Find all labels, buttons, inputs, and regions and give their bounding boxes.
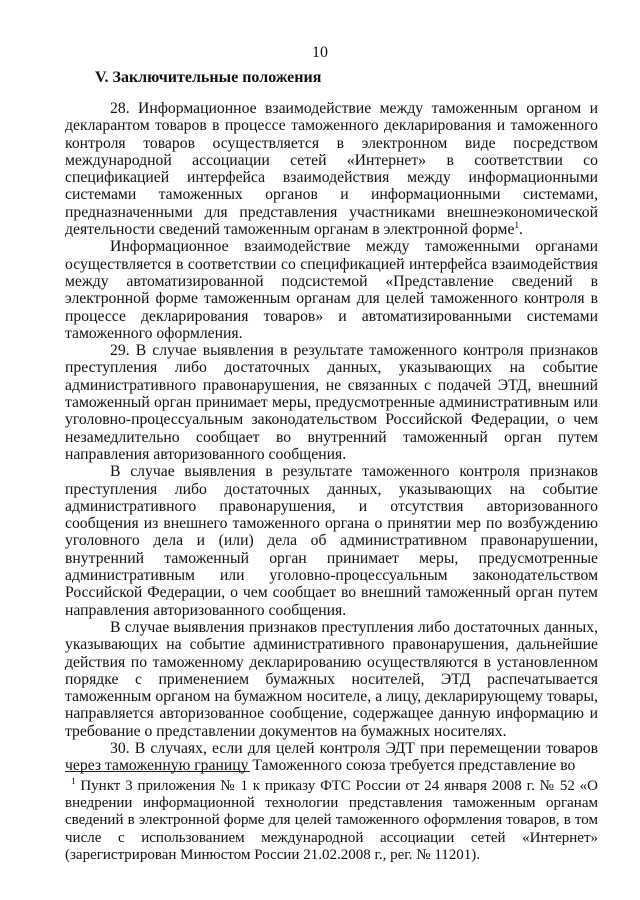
paragraph-28-text: 28. Информационное взаимодействие между таможенным органом и декларантом товаров в процессе таможенного декларирования и таможенного контроля товаров осуществляется в электронном виде посредством международной ассоциации сетей «Интернет» в соответствии со спецификацией интерфейса взаимодействия между информационными системами таможенных органов и информационными системами, предназначенными для представления участниками внешнеэкономической деятельности сведений таможенным органам в электронной форме	[65, 100, 598, 239]
footnote	[65, 778, 598, 864]
footnote-separator	[65, 771, 250, 772]
body-text	[65, 100, 598, 775]
paragraph-28-continued: Информационное взаимодействие между таможенными органами осуществляется в соответствии со спецификацией интерфейса взаимодействия между автоматизированной подсистемой «Представление сведений в электронной форме таможенным органам для целей таможенного контроля в процессе декларирования товаров» и автоматизированными системами таможенного оформления.	[65, 238, 598, 342]
paragraph-28	[65, 100, 598, 238]
footnote-marker: 1	[71, 776, 76, 786]
page-number: 10	[312, 44, 328, 61]
footnote-reference: 1	[514, 219, 519, 230]
paragraph-30: 30. В случаях, если для целей контроля ЭДТ при перемещении товаров через таможенную границу Таможенного союза требуется представление во	[65, 739, 598, 775]
paragraph-29-second: В случае выявления в результате таможенного контроля признаков преступления либо достаточных данных, указывающих на событие административного правонарушения, и отсутствия авторизованного сообщения из внешнего таможенного органа о принятии мер по возбуждению уголовного дела и (или) дела об административном правонарушении, внутренний таможенный орган принимает меры, предусмотренные административным или уголовно-процессуальным законодательством Российской Федерации, о чем сообщает во внешний таможенный орган путем направления авторизованного сообщения.	[65, 463, 598, 619]
footnote-text: Пункт 3 приложения № 1 к приказу ФТС России от 24 января 2008 г. № 52 «О внедрении информационной технологии представления таможенным органам сведений в электронной форме для целей таможенного оформления товаров, в том числе с использованием международной ассоциации сетей «Интернет» (зарегистрирован Минюстом России 21.02.2008 г., рег. № 11201).	[65, 778, 598, 863]
paragraph-29-third: В случае выявления признаков преступления либо достаточных данных, указывающих на событие административного правонарушения, дальнейшие действия по таможенному декларированию осуществляются в установленном порядке с применением бумажных носителей, ЭТД распечатывается таможенным органом на бумажном носителе, а лицу, декларирующему товары, направляется авторизованное сообщение, содержащее данную информацию и требование о представлении документов на бумажных носителях.	[65, 618, 598, 740]
section-title: V. Заключительные положения	[95, 69, 322, 86]
paragraph-28-end: .	[518, 221, 523, 239]
paragraph-29: 29. В случае выявления в результате таможенного контроля признаков преступления либо достаточных данных, указывающих на событие административного правонарушения, не связанных с подачей ЭТД, внешний таможенный орган принимает меры, предусмотренные административным или уголовно-процессуальным законодательством Российской Федерации, о чем незамедлительно сообщает во внутренний таможенный орган путем направления авторизованного сообщения.	[65, 342, 598, 463]
